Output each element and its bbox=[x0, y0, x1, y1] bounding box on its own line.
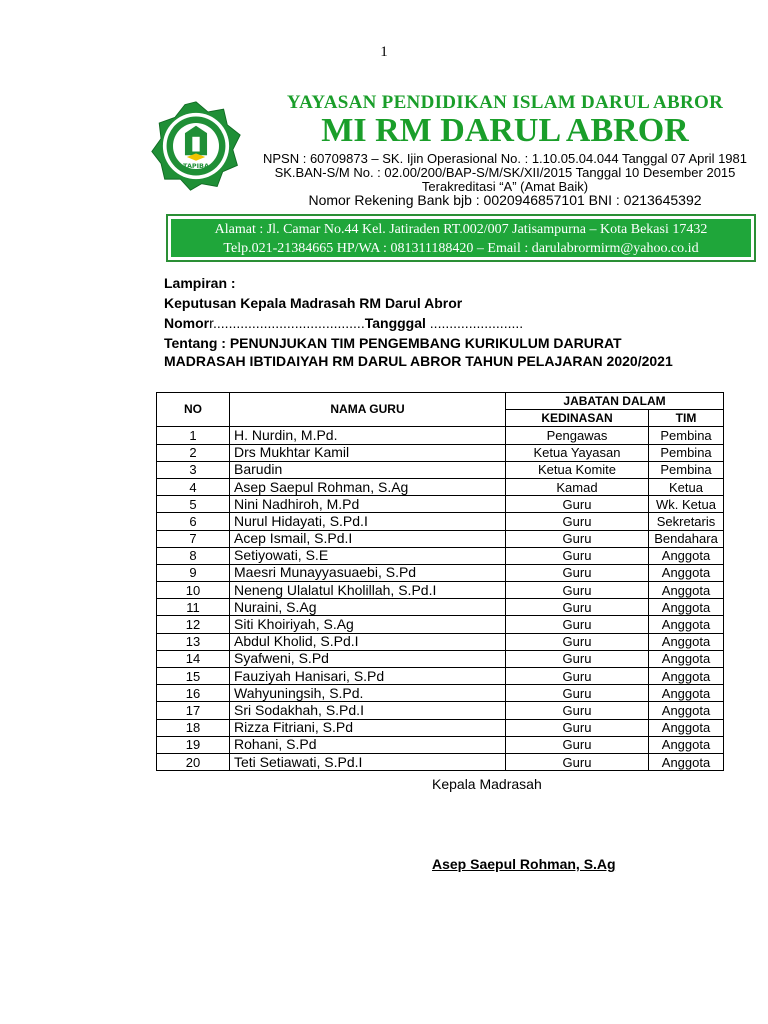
table-row bbox=[157, 478, 724, 495]
row-name: Asep Saepul Rohman, S.Ag bbox=[230, 478, 506, 495]
row-name: Acep Ismail, S.Pd.I bbox=[230, 530, 506, 547]
accreditation-info: Terakreditasi “A” (Amat Baik) bbox=[421, 179, 589, 194]
row-no: 19 bbox=[157, 736, 230, 753]
row-kedinasan: Guru bbox=[506, 736, 649, 753]
row-no: 9 bbox=[157, 564, 230, 581]
row-name: Nuraini, S.Ag bbox=[230, 599, 506, 616]
row-no: 17 bbox=[157, 702, 230, 719]
header-nama: NAMA GURU bbox=[230, 393, 506, 427]
row-no: 4 bbox=[157, 478, 230, 495]
table-row bbox=[157, 427, 724, 444]
table-row bbox=[157, 685, 724, 702]
row-no: 5 bbox=[157, 496, 230, 513]
table-row bbox=[157, 599, 724, 616]
table-row bbox=[157, 444, 724, 461]
row-kedinasan: Ketua Komite bbox=[506, 461, 649, 478]
team-table bbox=[156, 392, 724, 771]
table-row bbox=[157, 564, 724, 581]
row-kedinasan: Guru bbox=[506, 702, 649, 719]
row-no: 11 bbox=[157, 599, 230, 616]
school-logo-icon bbox=[150, 100, 242, 192]
row-kedinasan: Guru bbox=[506, 564, 649, 581]
row-tim: Pembina bbox=[649, 461, 724, 478]
row-kedinasan: Ketua Yayasan bbox=[506, 444, 649, 461]
row-no: 8 bbox=[157, 547, 230, 564]
header-no: NO bbox=[157, 393, 230, 427]
row-kedinasan: Pengawas bbox=[506, 427, 649, 444]
page-number: 1 bbox=[380, 44, 388, 60]
row-tim: Pembina bbox=[649, 444, 724, 461]
table-row bbox=[157, 702, 724, 719]
row-name: Rohani, S.Pd bbox=[230, 736, 506, 753]
table-row bbox=[157, 530, 724, 547]
header-tim: TIM bbox=[649, 410, 724, 427]
row-tim: Anggota bbox=[649, 564, 724, 581]
row-kedinasan: Guru bbox=[506, 719, 649, 736]
row-no: 14 bbox=[157, 650, 230, 667]
address-line: Alamat : Jl. Camar No.44 Kel. Jatiraden RT.002/007 Jatisampurna – Kota Bekasi 17432 bbox=[214, 222, 708, 237]
tanggal-label: Tangggal bbox=[364, 315, 426, 331]
row-name: Wahyuningsih, S.Pd. bbox=[230, 685, 506, 702]
row-name: Rizza Fitriani, S.Pd bbox=[230, 719, 506, 736]
row-no: 6 bbox=[157, 513, 230, 530]
row-name: Abdul Kholid, S.Pd.I bbox=[230, 633, 506, 650]
nomor-dots: r....................................... bbox=[209, 315, 365, 331]
row-no: 20 bbox=[157, 753, 230, 770]
row-no: 12 bbox=[157, 616, 230, 633]
row-kedinasan: Guru bbox=[506, 616, 649, 633]
keputusan-title: Keputusan Kepala Madrasah RM Darul Abror bbox=[164, 295, 463, 311]
row-kedinasan: Guru bbox=[506, 530, 649, 547]
row-tim: Ketua bbox=[649, 478, 724, 495]
npsn-info: NPSN : 60709873 – SK. Ijin Operasional No. : 1.10.05.04.044 Tanggal 07 April 1981 bbox=[263, 151, 747, 166]
row-kedinasan: Guru bbox=[506, 685, 649, 702]
row-tim: Anggota bbox=[649, 547, 724, 564]
row-tim: Anggota bbox=[649, 582, 724, 599]
school-name: MI RM DARUL ABROR bbox=[321, 112, 689, 149]
row-name: Neneng Ulalatul Kholillah, S.Pd.I bbox=[230, 582, 506, 599]
contact-line: Telp.021-21384665 HP/WA : 081311188420 – Email : darulabrormirm@yahoo.co.id bbox=[223, 241, 699, 256]
row-name: Syafweni, S.Pd bbox=[230, 650, 506, 667]
table-row bbox=[157, 547, 724, 564]
row-name: Nurul Hidayati, S.Pd.I bbox=[230, 513, 506, 530]
row-name: Fauziyah Hanisari, S.Pd bbox=[230, 668, 506, 685]
logo-text: TAPIBA bbox=[183, 162, 209, 171]
row-tim: Anggota bbox=[649, 736, 724, 753]
row-no: 3 bbox=[157, 461, 230, 478]
row-tim: Anggota bbox=[649, 702, 724, 719]
nomor-label: Nomor bbox=[164, 315, 210, 331]
row-tim: Anggota bbox=[649, 616, 724, 633]
lampiran-label: Lampiran : bbox=[164, 275, 236, 291]
table-row bbox=[157, 650, 724, 667]
row-name: Barudin bbox=[230, 461, 506, 478]
bank-info: Nomor Rekening Bank bjb : 0020946857101 BNI : 0213645392 bbox=[308, 192, 702, 208]
foundation-name: YAYASAN PENDIDIKAN ISLAM DARUL ABROR bbox=[286, 92, 724, 113]
table-row bbox=[157, 616, 724, 633]
table-row bbox=[157, 736, 724, 753]
row-name: Maesri Munayyasuaebi, S.Pd bbox=[230, 564, 506, 581]
row-tim: Wk. Ketua bbox=[649, 496, 724, 513]
table-row bbox=[157, 668, 724, 685]
row-no: 7 bbox=[157, 530, 230, 547]
row-name: Drs Mukhtar Kamil bbox=[230, 444, 506, 461]
header-jabatan: JABATAN DALAM bbox=[506, 393, 724, 410]
row-kedinasan: Guru bbox=[506, 633, 649, 650]
row-tim: Sekretaris bbox=[649, 513, 724, 530]
row-kedinasan: Guru bbox=[506, 496, 649, 513]
table-body bbox=[157, 427, 724, 771]
row-kedinasan: Kamad bbox=[506, 478, 649, 495]
row-no: 15 bbox=[157, 668, 230, 685]
signature-name: Asep Saepul Rohman, S.Ag bbox=[432, 856, 616, 872]
signature-title: Kepala Madrasah bbox=[432, 776, 542, 792]
row-name: Teti Setiawati, S.Pd.I bbox=[230, 753, 506, 770]
row-no: 1 bbox=[157, 427, 230, 444]
row-kedinasan: Guru bbox=[506, 668, 649, 685]
table-row bbox=[157, 513, 724, 530]
tentang-text: Tentang : PENUNJUKAN TIM PENGEMBANG KURIKULUM DARURAT MADRASAH IBTIDAIYAH RM DARUL ABROR TAHUN PELAJARAN 2020/2021 bbox=[164, 335, 673, 369]
row-tim: Bendahara bbox=[649, 530, 724, 547]
row-name: H. Nurdin, M.Pd. bbox=[230, 427, 506, 444]
header-kedinasan: KEDINASAN bbox=[506, 410, 649, 427]
row-tim: Anggota bbox=[649, 633, 724, 650]
table-row bbox=[157, 719, 724, 736]
row-tim: Anggota bbox=[649, 599, 724, 616]
row-kedinasan: Guru bbox=[506, 599, 649, 616]
row-no: 10 bbox=[157, 582, 230, 599]
row-name: Setiyowati, S.E bbox=[230, 547, 506, 564]
row-tim: Anggota bbox=[649, 650, 724, 667]
row-kedinasan: Guru bbox=[506, 753, 649, 770]
row-name: Sri Sodakhah, S.Pd.I bbox=[230, 702, 506, 719]
row-name: Siti Khoiriyah, S.Ag bbox=[230, 616, 506, 633]
row-kedinasan: Guru bbox=[506, 513, 649, 530]
row-no: 16 bbox=[157, 685, 230, 702]
row-kedinasan: Guru bbox=[506, 582, 649, 599]
row-no: 2 bbox=[157, 444, 230, 461]
row-tim: Anggota bbox=[649, 719, 724, 736]
row-kedinasan: Guru bbox=[506, 650, 649, 667]
table-row bbox=[157, 461, 724, 478]
row-tim: Anggota bbox=[649, 668, 724, 685]
row-name: Nini Nadhiroh, M.Pd bbox=[230, 496, 506, 513]
table-row bbox=[157, 633, 724, 650]
row-no: 13 bbox=[157, 633, 230, 650]
row-no: 18 bbox=[157, 719, 230, 736]
row-tim: Pembina bbox=[649, 427, 724, 444]
row-tim: Anggota bbox=[649, 753, 724, 770]
sk-ban-info: SK.BAN-S/M No. : 02.00/200/BAP-S/M/SK/XII/2015 Tanggal 10 Desember 2015 bbox=[274, 165, 736, 180]
table-row bbox=[157, 496, 724, 513]
tanggal-dots: ........................ bbox=[425, 315, 524, 331]
table-row bbox=[157, 582, 724, 599]
address-box bbox=[166, 214, 756, 262]
row-tim: Anggota bbox=[649, 685, 724, 702]
table-row bbox=[157, 753, 724, 770]
nomor-line bbox=[164, 314, 523, 332]
row-kedinasan: Guru bbox=[506, 547, 649, 564]
